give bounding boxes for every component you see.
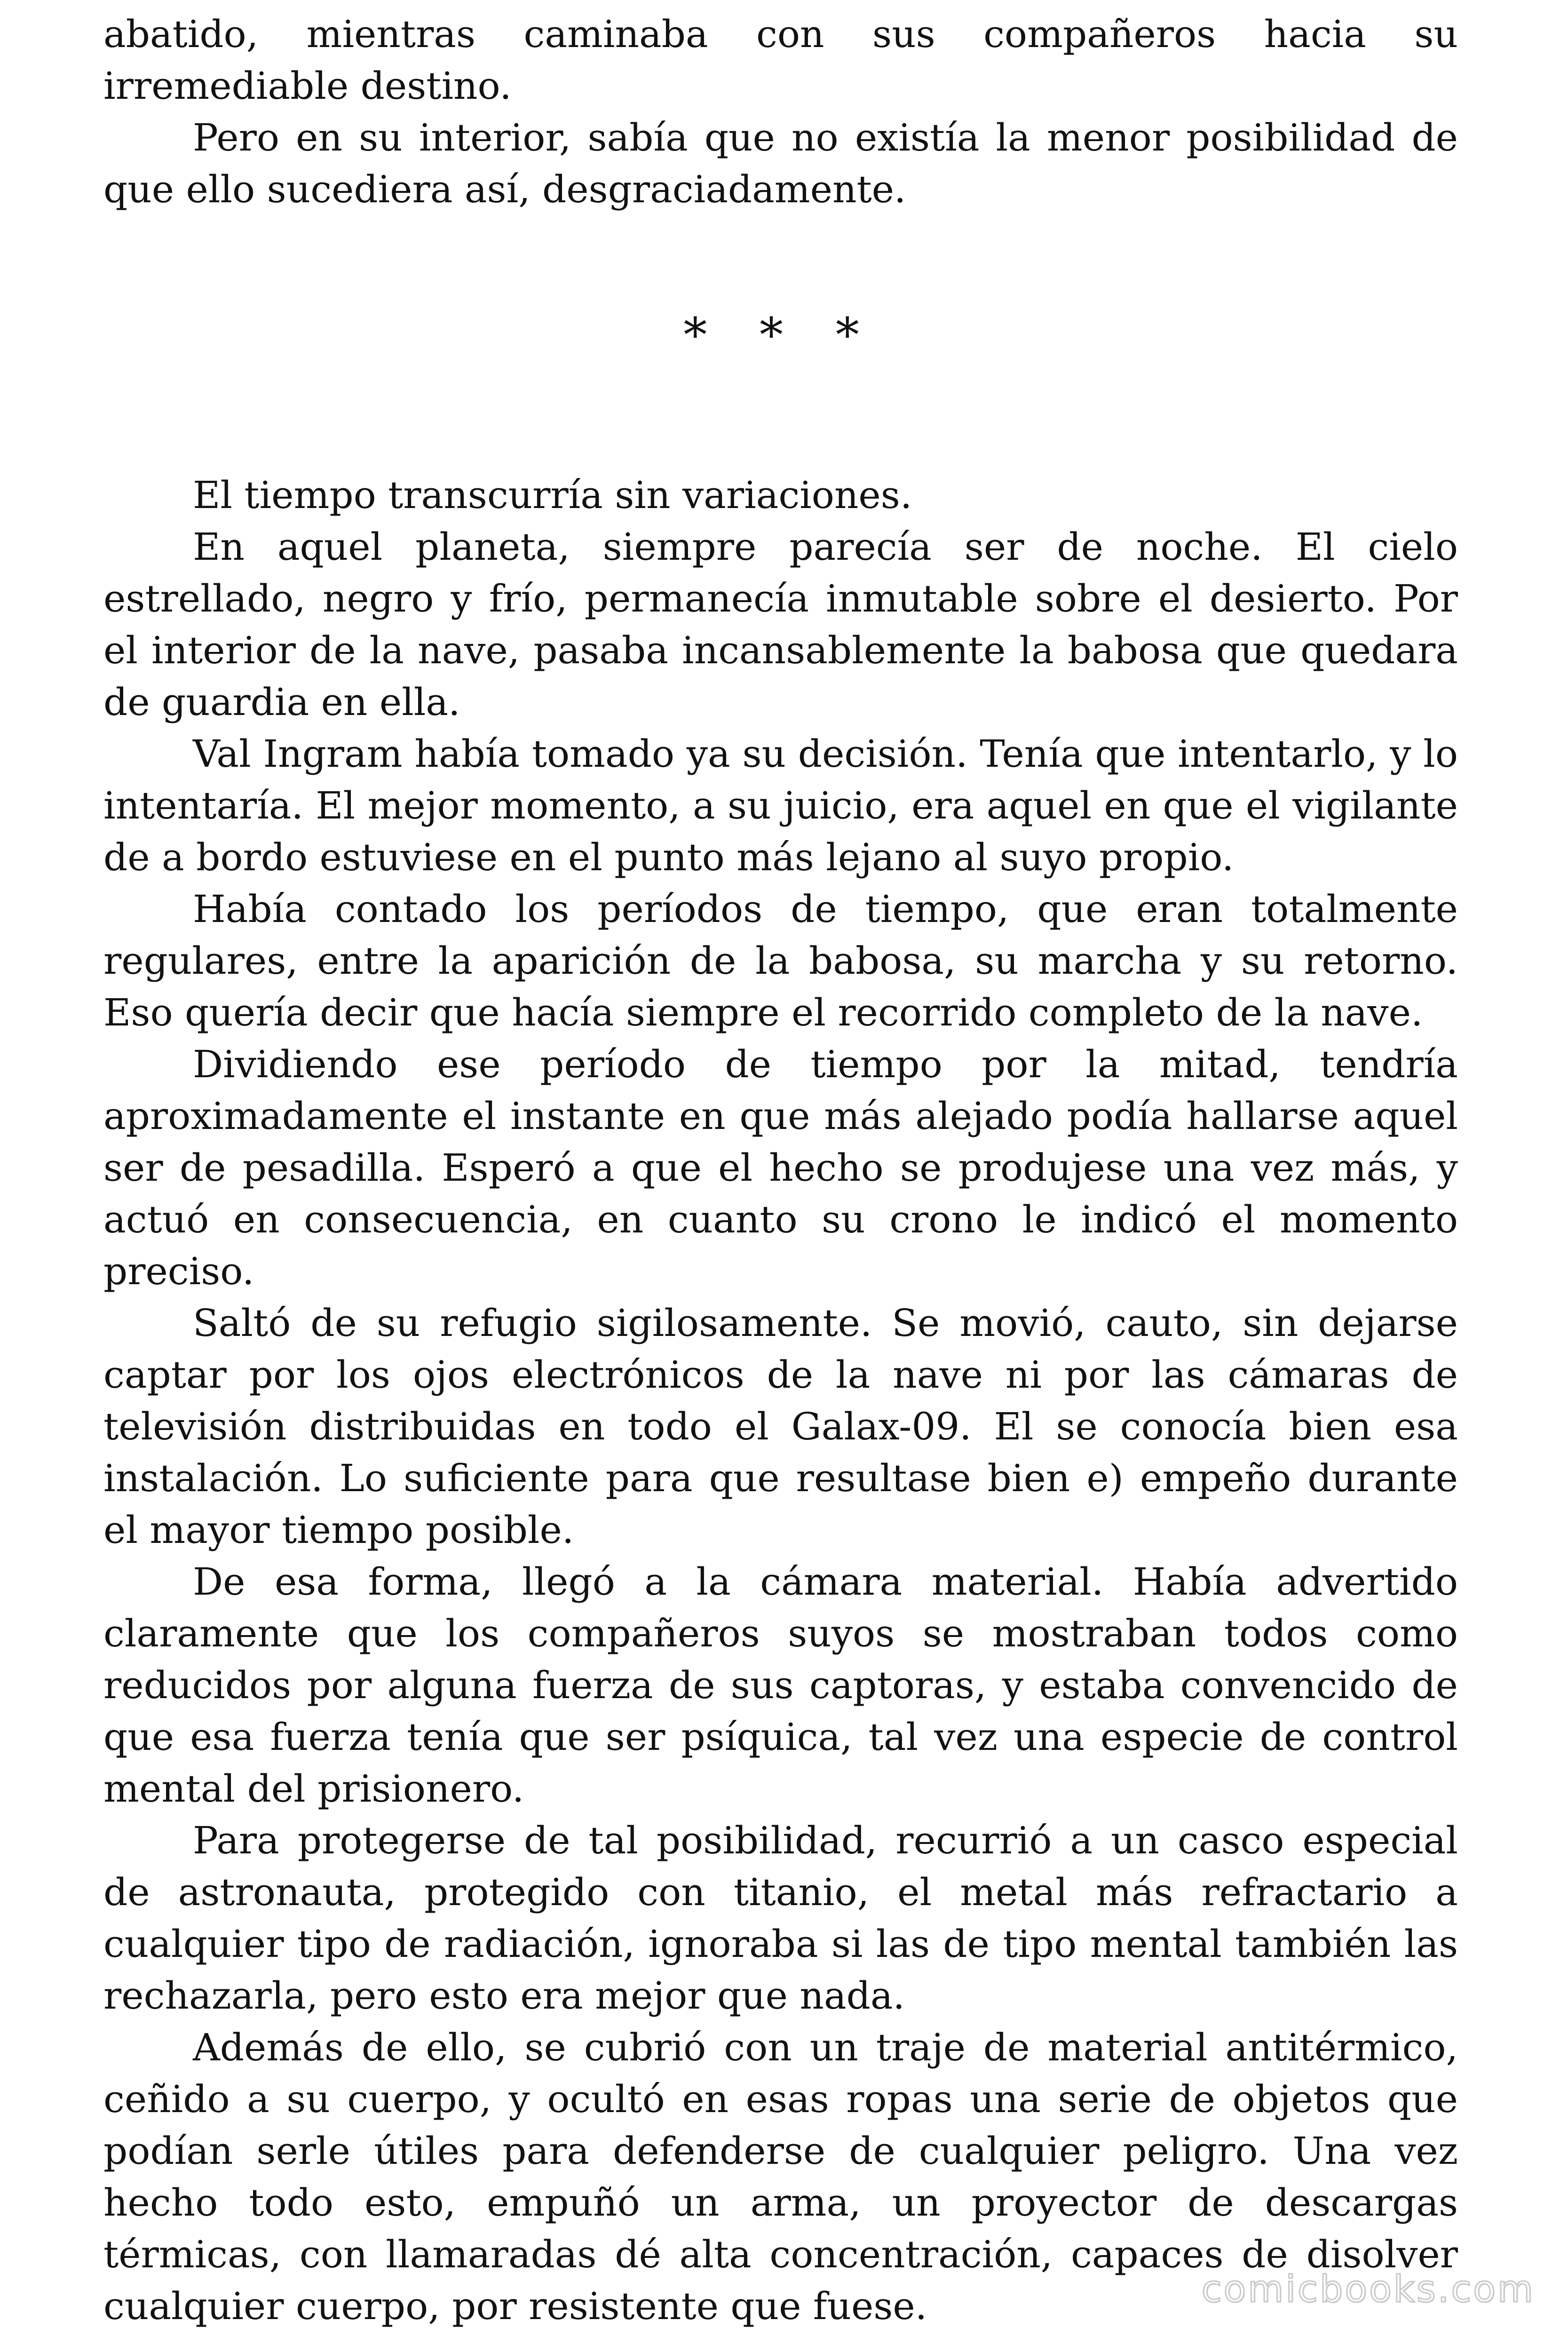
paragraph: Además de ello, se cubrió con un traje de material antitérmico, ceñido a su cuerpo, y ocultó en esas ropas una serie de objetos que podían serle útiles para defenderse de cualquier peligro. Una vez hecho todo esto, empuñó un arma, un proyector de descargas térmicas, con llamaradas dé alta concentración, capaces de disolver cualquier cuerpo, por resistente que fuese. (103, 2026, 1458, 2328)
paragraph: Saltó de su refugio sigilosamente. Se movió, cauto, sin dejarse captar por los ojos electrónicos de la nave ni por las cámaras de televisión distribuidas en todo el Galax-09. El se conocía bien esa instalación. Lo suficiente para que resultase bien e) empeño durante el mayor tiempo posible. (103, 1301, 1458, 1552)
section-separator: * * * (683, 308, 878, 363)
paragraph: Pero en su interior, sabía que no existía la menor posibilidad de que ello sucediera así, desgraciadamente. (103, 116, 1458, 211)
paragraph: Había contado los períodos de tiempo, que eran totalmente regulares, entre la aparición de la babosa, su marcha y su retorno. Eso quería decir que hacía siempre el recorrido completo de la nave. (103, 887, 1458, 1034)
book-page (103, 8, 1458, 2332)
paragraph: Para protegerse de tal posibilidad, recurrió a un casco especial de astronauta, protegido con titanio, el metal más refractario a cualquier tipo de radiación, ignoraba si las de tipo mental también las rechazarla, pero esto era mejor que nada. (103, 1819, 1458, 2018)
paragraph: El tiempo transcurría sin variaciones. (193, 473, 912, 517)
paragraph: Val Ingram había tomado ya su decisión. Tenía que intentarlo, y lo intentaría. El mejor momento, a su juicio, era aquel en que el vigilante de a bordo estuviese en el punto más lejano al suyo propio. (103, 732, 1458, 879)
paragraph: Dividiendo ese período de tiempo por la mitad, tendría aproximadamente el instante en que más alejado podía hallarse aquel ser de pesadilla. Esperó a que el hecho se produjese una vez más, y actuó en consecuencia, en cuanto su crono le indicó el momento preciso. (103, 1042, 1458, 1293)
paragraph: De esa forma, llegó a la cámara material. Había advertido claramente que los compañeros suyos se mostraban todos como reducidos por alguna fuerza de sus captoras, y estaba convencido de que esa fuerza tenía que ser psíquica, tal vez una especie de control mental del prisionero. (103, 1560, 1458, 1811)
paragraph: abatido, mientras caminaba con sus compañeros hacia su irremediable destino. (103, 12, 1458, 108)
watermark: comicbooks.com (1201, 2268, 1535, 2311)
paragraph: En aquel planeta, siempre parecía ser de noche. El cielo estrellado, negro y frío, permanecía inmutable sobre el desierto. Por el interior de la nave, pasaba incansablemente la babosa que quedara de guardia en ella. (103, 525, 1458, 724)
